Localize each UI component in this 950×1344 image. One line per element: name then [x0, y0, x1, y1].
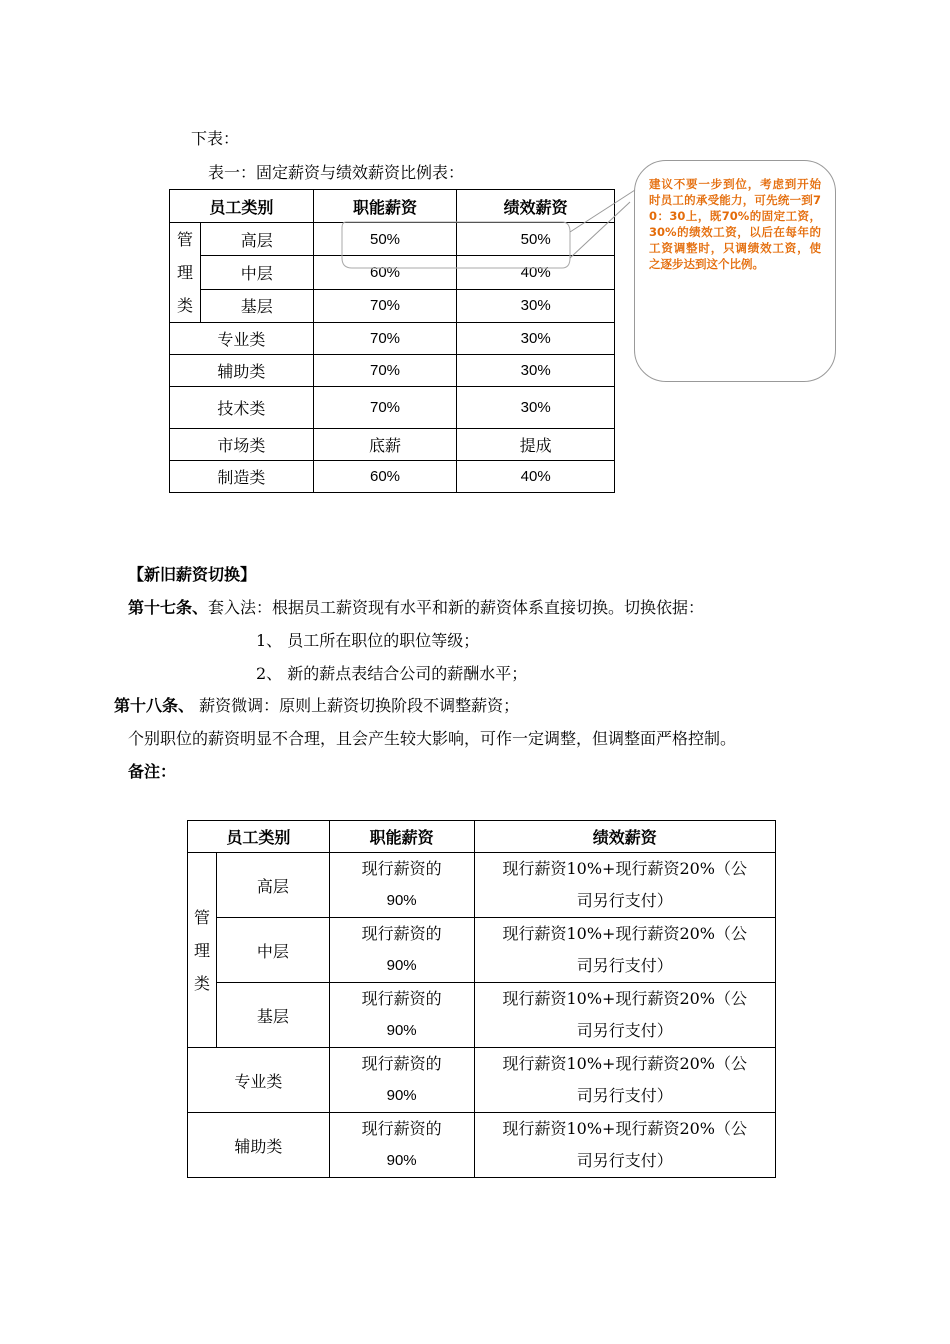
- func-cell: [329, 918, 474, 983]
- table-row: [170, 461, 615, 493]
- group-label: [170, 223, 201, 323]
- category-cell: 中层: [200, 256, 313, 289]
- category-cell: 高层: [216, 853, 329, 918]
- func-cell: 50%: [313, 223, 457, 256]
- perf-cell: 40%: [457, 461, 615, 493]
- func-line: 现行薪资的: [361, 1054, 442, 1073]
- category-cell: 市场类: [170, 429, 314, 461]
- table-row: [170, 355, 615, 387]
- header-perf: 绩效薪资: [457, 190, 615, 223]
- func-line: 90%: [386, 957, 417, 974]
- perf-line: 司另行支付）: [576, 1086, 673, 1105]
- comment-text: 建议不要一步到位，考虑到开始时员工的承受能力，可先统一到70：30上，既70%的固定工资，30%的绩效工资，以后在每年的工资调整时，只调绩效工资，使之逐步达到这个比例。: [649, 177, 821, 271]
- table-row: [188, 1113, 776, 1178]
- category-cell: 高层: [200, 223, 313, 256]
- header-func: 职能薪资: [329, 821, 474, 853]
- perf-line: 现行薪资10%+现行薪资20%（公: [502, 989, 748, 1008]
- category-cell: 技术类: [170, 387, 314, 429]
- group-label-char: 理: [193, 940, 210, 960]
- table-header-row: [188, 821, 776, 853]
- perf-cell: 30%: [457, 355, 615, 387]
- category-cell: 专业类: [188, 1048, 330, 1113]
- table-row: [170, 387, 615, 429]
- table-caption: 表一：固定薪资与绩效薪资比例表：: [208, 163, 465, 182]
- group-label-char: 类: [176, 296, 193, 315]
- func-line: 现行薪资的: [361, 1119, 442, 1138]
- category-cell: 中层: [216, 918, 329, 983]
- perf-cell: [474, 918, 776, 983]
- perf-line: 司另行支付）: [576, 1151, 673, 1170]
- article-18: [114, 693, 519, 716]
- perf-cell: [474, 1113, 776, 1178]
- perf-cell: 30%: [457, 323, 615, 355]
- list-item: 2、 新的薪点表结合公司的薪酬水平；: [256, 664, 528, 683]
- perf-cell: [474, 983, 776, 1048]
- group-label-char: 管: [176, 230, 193, 249]
- category-cell: 制造类: [170, 461, 314, 493]
- article-17-text: 套入法：根据员工薪资现有水平和新的薪资体系直接切换。切换依据：: [208, 598, 705, 617]
- category-cell: 专业类: [170, 323, 314, 355]
- article-17-label: 第十七条、: [128, 598, 209, 617]
- table-row: [170, 289, 615, 322]
- func-cell: [329, 1113, 474, 1178]
- perf-cell: 提成: [457, 429, 615, 461]
- transition-table: [187, 820, 776, 1178]
- func-cell: 底薪: [313, 429, 457, 461]
- func-cell: 60%: [313, 461, 457, 493]
- table-row: [188, 983, 776, 1048]
- group-label-char: 类: [193, 973, 210, 993]
- article-18-detail: 个别职位的薪资明显不合理，且会产生较大影响，可作一定调整，但调整面严格控制。: [128, 729, 737, 748]
- perf-line: 现行薪资10%+现行薪资20%（公: [502, 1054, 748, 1073]
- perf-line: 司另行支付）: [576, 891, 673, 910]
- header-func: 职能薪资: [313, 190, 457, 223]
- perf-cell: 30%: [457, 289, 615, 322]
- header-category: 员工类别: [170, 190, 314, 223]
- func-cell: 70%: [313, 355, 457, 387]
- group-label-char: 理: [176, 263, 193, 282]
- article-17: [128, 595, 704, 618]
- perf-cell: [474, 853, 776, 918]
- table-row: [188, 918, 776, 983]
- func-line: 90%: [386, 1022, 417, 1039]
- article-18-label: 第十八条、: [114, 696, 195, 715]
- note-label: 备注：: [128, 762, 177, 781]
- perf-cell: 30%: [457, 387, 615, 429]
- func-line: 90%: [386, 1087, 417, 1104]
- table-row: [170, 429, 615, 461]
- callout-pointer: [330, 150, 650, 280]
- article-18-text: 薪资微调：原则上薪资切换阶段不调整薪资；: [199, 696, 520, 715]
- section-heading: 【新旧薪资切换】: [128, 565, 257, 584]
- func-line: 90%: [386, 1152, 417, 1169]
- func-line: 现行薪资的: [361, 924, 442, 943]
- header-perf: 绩效薪资: [474, 821, 776, 853]
- func-cell: 70%: [313, 289, 457, 322]
- perf-cell: [474, 1048, 776, 1113]
- perf-line: 现行薪资10%+现行薪资20%（公: [502, 859, 748, 878]
- table-row: [170, 323, 615, 355]
- group-label-char: 管: [193, 907, 210, 927]
- func-line: 现行薪资的: [361, 859, 442, 878]
- func-cell: 70%: [313, 323, 457, 355]
- header-category: 员工类别: [188, 821, 330, 853]
- func-cell: [329, 853, 474, 918]
- func-line: 90%: [386, 892, 417, 909]
- perf-line: 现行薪资10%+现行薪资20%（公: [502, 924, 748, 943]
- perf-line: 司另行支付）: [576, 1021, 673, 1040]
- func-cell: [329, 1048, 474, 1113]
- perf-line: 司另行支付）: [576, 956, 673, 975]
- list-item: 1、 员工所在职位的职位等级；: [256, 631, 480, 650]
- func-cell: [329, 983, 474, 1048]
- intro-text: 下表：: [191, 129, 240, 148]
- group-label: [188, 853, 217, 1048]
- func-line: 现行薪资的: [361, 989, 442, 1008]
- func-cell: 60%: [313, 256, 457, 289]
- category-cell: 基层: [216, 983, 329, 1048]
- perf-line: 现行薪资10%+现行薪资20%（公: [502, 1119, 748, 1138]
- category-cell: 辅助类: [188, 1113, 330, 1178]
- table-row: [188, 1048, 776, 1113]
- category-cell: 辅助类: [170, 355, 314, 387]
- func-cell: 70%: [313, 387, 457, 429]
- category-cell: 基层: [200, 289, 313, 322]
- perf-cell: 40%: [457, 256, 615, 289]
- perf-cell: 50%: [457, 223, 615, 256]
- table-row: [188, 853, 776, 918]
